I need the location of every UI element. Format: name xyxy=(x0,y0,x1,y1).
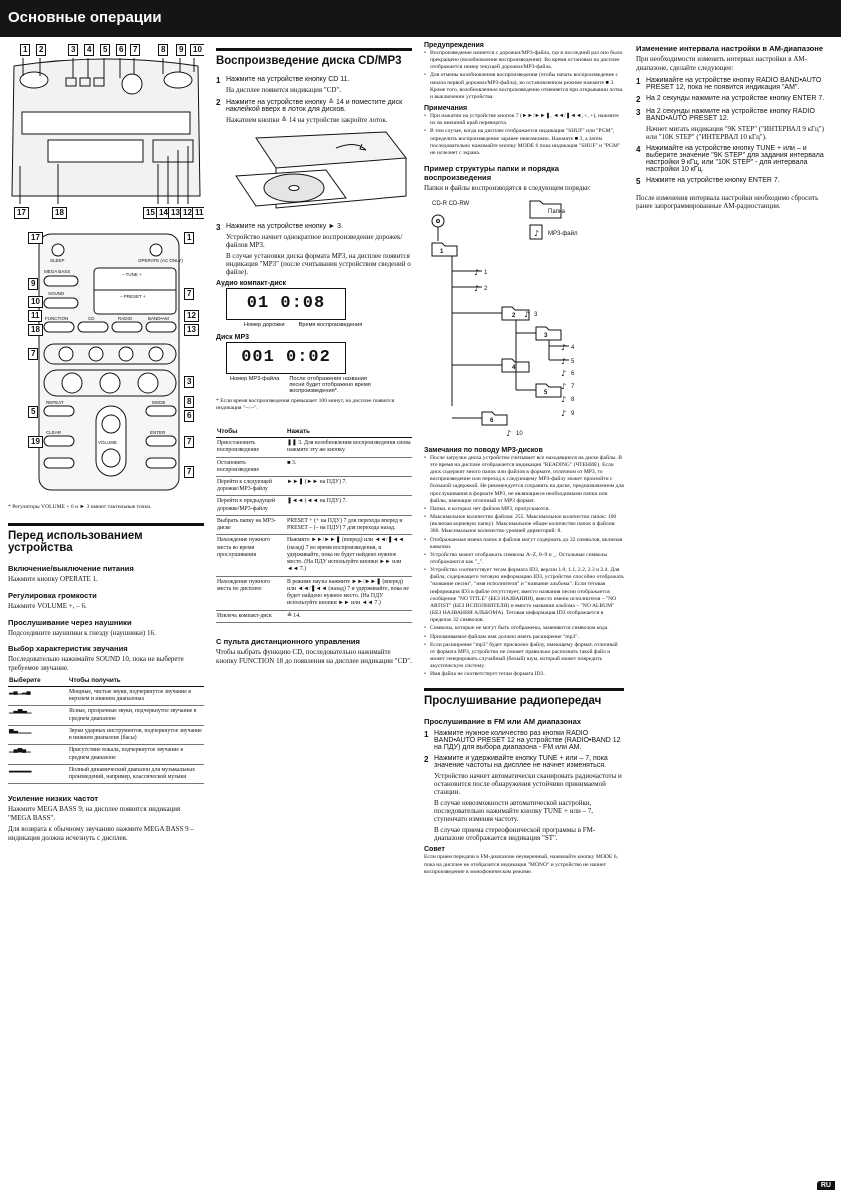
step-text: Нажимайте на устройстве кнопку RADIO BAND•AUTO PRESET 12, пока не появится индикация "AM". xyxy=(646,76,822,91)
cd-title: Воспроизведение диска CD/MP3 xyxy=(216,48,412,70)
list-item: • Если расширение "mp3" будет присвоено файлу, имеющему формат, отличный от формата MP3, устройство не сможет правильно распознать такой файл и может генерировать случайный (белый) шум, который может повредить акустическую систему. xyxy=(424,642,624,671)
device-bottom-labels xyxy=(8,207,204,219)
music-file-icon: ♪ xyxy=(561,342,567,352)
step-sub: На дисплее появится индикация "CD". xyxy=(226,86,341,94)
radio-title: Прослушивание радиопередач xyxy=(424,688,624,710)
notes-list xyxy=(424,113,624,157)
mp3-display: 001 0:02 xyxy=(226,342,346,374)
remote-sleep-text: SLEEP xyxy=(50,258,65,263)
step: 1 Нажимайте на устройстве кнопку RADIO BAND•AUTO PRESET 12, пока не появится индикация "AM". xyxy=(636,77,834,91)
folder-number: 4 xyxy=(512,364,516,371)
remote-clear-text: CLEAR xyxy=(46,430,62,435)
file-number: 9 xyxy=(571,410,575,417)
table-cell: Полный динамический диапазон для музыкальных произведений, например, классической музыки xyxy=(68,764,204,783)
track-number-label: Номер дорожки xyxy=(244,321,285,328)
eq-icon: ▁▃▅▃▁ xyxy=(8,706,68,725)
file-number: 8 xyxy=(571,396,575,403)
remote-mode-text: MODE xyxy=(152,400,166,405)
column-4 xyxy=(636,42,834,213)
mp3-disc-label: Диск MP3 xyxy=(216,333,250,341)
step-text: На 2 секунды нажмите на устройстве кнопку ENTER 7. xyxy=(646,94,825,102)
table-row xyxy=(216,496,412,515)
device-figure xyxy=(8,42,204,220)
table-cell: ■ 3. xyxy=(286,457,412,476)
label: 12 xyxy=(180,207,195,219)
label: 3 xyxy=(68,44,78,56)
file-number: 7 xyxy=(571,383,575,390)
table-row xyxy=(8,725,204,744)
disc-tray-drawing xyxy=(216,128,412,216)
label: 17 xyxy=(14,207,29,219)
radio-steps xyxy=(424,730,624,842)
folder-number: 5 xyxy=(544,389,548,396)
audio-cd-label: Аудио компакт-диск xyxy=(216,279,287,287)
remote-volume-text: VOLUME xyxy=(98,440,118,445)
label: 7 xyxy=(130,44,140,56)
column-1 xyxy=(8,42,204,844)
list-item: • Для отмены возобновления воспроизведения (чтобы начать воспроизведение с начала первой дорожки/MP3-файла), во остановленном режиме нажмите ■ 3. Кроме того, возобновленное воспроизведение отменяется при открывании лотка и выключении устройства. xyxy=(424,72,624,101)
music-file-icon: ♪ xyxy=(524,309,530,319)
step-sub: Нажатием кнопки ≙ 14 на устройстве закройте лоток. xyxy=(226,116,388,124)
list-item: • Устройство может отображать символы A–Z, 0–9 и _. Остальные символы отображаются как "_". xyxy=(424,552,624,566)
label: 11 xyxy=(192,207,204,219)
mp3-after-label: После отображения названия песни будет отображено время воспроизведения*. xyxy=(289,375,371,394)
table-row xyxy=(216,535,412,576)
step: 2 Нажмите и удерживайте кнопку TUNE + или – 7, пока значение частоты на дисплее не начнет изменяться. Устройство начнет автоматически сканировать радиочастоты и остановится после обнаружения устойчиво принимаемой станции. В случае невозможности автоматической настройки, последовательно нажимайте кнопку TUNE + или – 7, ступенчато изменяя частоту. В случае приема стереофонической программы в FM-диапазоне отображается индикация "ST". xyxy=(424,755,624,842)
step: 2 На 2 секунды нажмите на устройстве кнопку ENTER 7. xyxy=(636,95,834,104)
sound-text: Последовательно нажимайте SOUND 10, пока не выберете требуемое звучание. xyxy=(8,655,184,673)
table-row xyxy=(8,706,204,725)
step-sub: В случае приема стереофонической программы в FM-диапазоне отображается индикация "ST". xyxy=(434,826,596,843)
mp3-notes-heading: Замечания по поводу MP3-дисков xyxy=(424,446,543,454)
bass-text-1: Нажмите MEGA BASS 9; на дисплее появится индикация "MEGA BASS". xyxy=(8,805,181,822)
label: 4 xyxy=(84,44,94,56)
table-row xyxy=(216,477,412,496)
music-file-icon: ♪ xyxy=(561,368,567,378)
step: 3 На 2 секунды нажмите на устройстве кнопку RADIO BAND•AUTO PRESET 12. Начнет мигать индикация "9K STEP" ("ИНТЕРВАЛ 9 кГц") или "10K STEP" ("ИНТЕРВАЛ 10 кГц"). xyxy=(636,108,834,141)
list-item: • В том случае, когда на дисплее отображается индикация "SHUF" или "PGM", определить воспроизведение заранее невозможно. Нажмите ■ 3, а затем последовательно нажимайте кнопку MODE 6 пока индикация "SHUF" и "PGM" не исчезнет с экрана. xyxy=(424,128,624,157)
step-text: Нажимайте на устройстве кнопку TUNE + или – и выберите значение "9K STEP" для задания интервала настройки 9 кГц, или "10K STEP" - для интервала настройки 10 кГц. xyxy=(646,144,824,173)
file-number: 2 xyxy=(484,285,488,292)
label: 6 xyxy=(116,44,126,56)
step-sub: В случае установки диска формата MP3, на дисплее появится индикация "MP3" (после считывания устройством сведений о файле). xyxy=(226,251,411,276)
remote-radio-text: RADIO xyxy=(118,316,133,321)
table-row xyxy=(216,610,412,622)
table-row xyxy=(8,764,204,783)
list-item: • При нажатии на устройстве кнопок 7 (►►/►►❚, ◄◄/❚◄◄, +, +), нажмите их во внешний край переворота. xyxy=(424,113,624,127)
label: 9 xyxy=(176,44,186,56)
table-cell: Извлечь компакт-диск xyxy=(216,610,286,622)
remote-tune-text: – TUNE + xyxy=(122,272,142,277)
cd-ops-table xyxy=(216,426,412,623)
remote-note: * Регуляторы VOLUME + 6 и ► 3 имеют тактильные точки. xyxy=(8,504,152,510)
tree-file-legend: MP3-файл xyxy=(548,230,578,237)
column-2 xyxy=(216,42,412,667)
power-heading: Включение/выключение питания xyxy=(8,564,134,574)
table-cell: Звуки ударных инструментов, подчеркнутое звучание в нижнем диапазоне (басы) xyxy=(68,725,204,744)
list-item: • Присваиваемое файлам имя должно иметь расширение "mp3". xyxy=(424,634,624,641)
table-row xyxy=(216,457,412,476)
tree-folder-legend: Папка xyxy=(548,208,565,215)
step: 4 Нажимайте на устройстве кнопку TUNE + или – и выберите значение "9K STEP" для задания интервала настройки 9 кГц, или "10K STEP" - для интервала настройки 10 кГц. xyxy=(636,145,834,173)
label: 5 xyxy=(100,44,110,56)
remote-cd-text: CD xyxy=(88,316,95,321)
folder-tree-drawing xyxy=(424,195,624,443)
table-cell: Нажмите ►►/►►❚ (вперед) или ◄◄/❚◄◄ (назад) 7 во время воспроизведения, и удерживайте, пока не будет найдено нужное место. (На ПДУ используйте кнопки ►► или ◄◄ 7.) xyxy=(286,535,412,576)
file-number: 10 xyxy=(516,430,523,437)
table-cell: Нахождение нужного места во время прослушивания xyxy=(216,535,286,576)
label: 7 xyxy=(184,466,194,478)
label: 8 xyxy=(158,44,168,56)
list-item: • Символы, которые не могут быть отображены, заменяются символом кода. xyxy=(424,625,624,632)
col-header: Выберите xyxy=(8,675,68,687)
label: 14 xyxy=(156,207,171,219)
folder-number: 6 xyxy=(490,417,494,424)
table-cell: Выбрать папку на MP3-диске xyxy=(216,515,286,534)
table-cell: Остановить воспроизведение xyxy=(216,457,286,476)
list-item: • Воспроизведение начнется с дорожки/MP3-файла, где в последний раз оно было прекращено (возобновление воспроизведения). Во время остановки на дисплее отображается номер текущей дорожки/MP3-файла. xyxy=(424,50,624,71)
tip-heading: Совет xyxy=(424,846,445,854)
table-cell: Присутствие вокала, подчеркнутое звучание в среднем диапазоне xyxy=(68,745,204,764)
music-file-icon: ♪ xyxy=(561,356,567,366)
step: 1 Нажмите на устройстве кнопку CD 11. На дисплее появится индикация "CD". xyxy=(216,76,412,94)
mp3-notes-list xyxy=(424,455,624,679)
radio-heading: Прослушивание в FM или AM диапазонах xyxy=(424,717,582,727)
page-title: Основные операции xyxy=(8,9,162,26)
step-sub: Устройство начнет автоматически сканировать радиочастоты и остановится после обнаружения устойчиво принимаемой станции. xyxy=(434,772,622,797)
device-drawing xyxy=(8,56,204,206)
tree-cd-label: CD-R CD-RW xyxy=(432,200,470,207)
label: 9 xyxy=(28,278,38,290)
remote-bandam-text: BAND•AM xyxy=(148,316,169,321)
bass-text-2: Для возврата к обычному звучанию нажмите MEGA BASS 9 – индикация должна исчезнуть с дисплея. xyxy=(8,824,194,842)
tree-text: Папки и файлы воспроизводятся в следующем порядке: xyxy=(424,184,591,193)
step-text: Нажмите на устройстве кнопку CD 11. xyxy=(226,76,350,83)
step-sub: В случае невозможности автоматической настройки, последовательно нажимайте кнопку TUNE + или – 7, ступенчато изменяя частоту. xyxy=(434,799,593,824)
list-item: • Максимальное количество файлов: 255. Максимальное количество папок: 100 (включая корневую папку). Максимальное общее количество папок и файлов: 300. Максимальное количество уровней директорий: 8. xyxy=(424,514,624,535)
table-row xyxy=(216,576,412,610)
column-3 xyxy=(424,42,624,878)
list-item: • После загрузки диска устройство считывает все находящиеся на диске файлы. В это время на дисплее отображается индикация "READING" (ЧТЕНИЕ). Если диск содержит много папок или файлов в формате, отличном от MP3, то воспроизведение или переход к следующему MP3-файлу может произойти с большой задержкой. Не рекомендуется сохранять на диске, предназначенном для прослушивания в формате MP3, не являющиеся необходимыми папки или файлы, имеющие отличный от MP3 формат. xyxy=(424,455,624,505)
label: 7 xyxy=(184,436,194,448)
power-text: Нажмите кнопку OPERATE 1. xyxy=(8,575,98,584)
remote-sound-text: SOUND xyxy=(48,291,65,296)
label: 18 xyxy=(28,324,43,336)
label: 13 xyxy=(184,324,199,336)
page-header xyxy=(0,0,841,37)
file-number: 1 xyxy=(484,269,488,276)
table-cell: Ясные, прозрачные звуки, подчеркнутое звучание в среднем диапазоне xyxy=(68,706,204,725)
label: 6 xyxy=(184,410,194,422)
warnings-list xyxy=(424,50,624,101)
step-text: Нажмите на устройстве кнопку ≙ 14 и поместите диск наклейкой вверх в лоток для дисков. xyxy=(226,99,403,113)
remote-function-text: FUNCTION xyxy=(45,316,69,321)
sound-table xyxy=(8,675,204,784)
file-number: 5 xyxy=(571,358,575,365)
eq-icon: ▅▃▁▁▁ xyxy=(8,725,68,744)
step-text: Нажмите на устройстве кнопку ► 3. xyxy=(226,222,343,230)
remote-drawing xyxy=(36,232,186,494)
table-row xyxy=(8,686,204,705)
col-header: Нажать xyxy=(286,426,412,438)
folder-number: 2 xyxy=(512,312,516,319)
label: 8 xyxy=(184,396,194,408)
am-step-intro: При необходимости изменить интервал настройки в AM-диапазоне, сделайте следующее: xyxy=(636,55,807,72)
file-number: 3 xyxy=(534,311,538,318)
list-item: • Имя файла не соответствует тегам формата ID3. xyxy=(424,671,624,678)
before-title: Перед использованием устройства xyxy=(8,523,204,557)
mp3-file-number-label: Номер MP3-файла xyxy=(230,375,280,382)
music-file-icon: ♪ xyxy=(474,283,480,293)
remote-enter-text: ENTER xyxy=(150,430,166,435)
step: 5 Нажмите на устройстве кнопку ENTER 7. xyxy=(636,177,834,186)
table-row xyxy=(216,515,412,534)
cd-steps xyxy=(216,76,412,124)
label: 10 xyxy=(190,44,204,56)
list-item: • Устройство соответствует тегам формата ID3, версии 1.0, 1.1, 2.2, 2.3 и 2.4. Для файла, содержащего теговую информацию ID3, устройство способно отображать "название песни", "имя исполнителя" и "название альбома". Если теговая информация ID3 в файле отсутствует, вместо названия песни отображается сообщение "NO TITLE" (БЕЗ НАЗВАНИЯ), вместо имени исполнителя – "NO ARTIST" (БЕЗ ИСПОЛНИТЕЛЯ) и вместо названия альбома – "NO ALBUM" (БЕЗ НАЗВАНИЯ АЛЬБОМА). Теговая информация ID3 отображается в пределах 32 символов. xyxy=(424,567,624,624)
label: 7 xyxy=(28,348,38,360)
table-cell: Нахождение нужного места по дисплею xyxy=(216,576,286,610)
label: 1 xyxy=(184,232,194,244)
page-code: RU xyxy=(817,1181,835,1190)
table-row xyxy=(216,438,412,457)
file-number: 6 xyxy=(571,370,575,377)
step-sub: Устройство начнет однократное воспроизведение дорожек/файлов MP3. xyxy=(226,232,403,249)
remote-cd-text: Чтобы выбрать функцию CD, последовательно нажимайте кнопку FUNCTION 18 до появления на дисплее индикации "CD". xyxy=(216,647,412,665)
table-row xyxy=(8,745,204,764)
device-top-labels xyxy=(8,44,204,56)
am-step-after: После изменения интервала настройки необходимо сбросить ранее запрограммированные AM-радиостанции. xyxy=(636,193,819,211)
sound-heading: Выбор характеристик звучания xyxy=(8,644,128,654)
table-cell: ≙ 14. xyxy=(286,610,412,622)
headphones-heading: Прослушивание через наушники xyxy=(8,617,132,627)
folder-number: 3 xyxy=(544,332,548,339)
step-text: На 2 секунды нажмите на устройстве кнопку RADIO BAND•AUTO PRESET 12. xyxy=(646,107,815,122)
volume-heading: Регулировка громкости xyxy=(8,590,97,600)
label: 3 xyxy=(184,376,194,388)
folder-tree-figure xyxy=(424,195,624,443)
cd-time-note: * Если время воспроизведения превышает 100 минут, на дисплее появится индикация "--:--". xyxy=(216,397,395,411)
music-file-icon: ♪ xyxy=(561,394,567,404)
remote-preset-text: – PRESET + xyxy=(120,294,146,299)
table-cell: Мощные, чистые звуки, подчеркнутое звучание в верхнем и нижнем диапазонах xyxy=(68,686,204,705)
volume-text: Нажмите VOLUME +, – 6. xyxy=(8,601,87,610)
table-cell: ❚❚ 3. Для возобновления воспроизведения снова нажмите эту же кнопку. xyxy=(286,438,412,457)
label: 12 xyxy=(184,310,199,322)
remote-cd-heading: С пульта дистанционного управления xyxy=(216,636,360,646)
col-header: Чтобы получить xyxy=(68,675,204,687)
step: 2 Нажмите на устройстве кнопку ≙ 14 и поместите диск наклейкой вверх в лоток для дисков. Нажатием кнопки ≙ 14 на устройстве закройте лоток. xyxy=(216,98,412,124)
label: 15 xyxy=(143,207,158,219)
am-steps xyxy=(636,77,834,186)
file-number: 4 xyxy=(571,344,575,351)
play-time-label: Время воспроизведения xyxy=(298,321,363,328)
label: 7 xyxy=(184,288,194,300)
eq-icon: ▁▄▅▄▁ xyxy=(8,745,68,764)
remote-repeat-text: REPEAT xyxy=(46,400,64,405)
step-text: Нажмите на устройстве кнопку ENTER 7. xyxy=(646,176,780,184)
table-cell: PRESET + (+ на ПДУ) 7 для перехода вперед и PRESET – (– на ПДУ) 7 для перехода назад. xyxy=(286,515,412,534)
table-cell: Перейти к следующей дорожке/MP3-файлу xyxy=(216,477,286,496)
table-cell: ❚◄◄ (◄◄ на ПДУ) 7. xyxy=(286,496,412,515)
label: 19 xyxy=(28,436,43,448)
label: 11 xyxy=(28,310,42,322)
list-item: • Отображаемые имена папок и файлов могут содержать до 32 символов, включая кавычки. xyxy=(424,537,624,551)
headphones-text: Подсоедините наушники к гнезду (наушники) 16. xyxy=(8,628,156,637)
music-file-icon: ♪ xyxy=(534,228,540,238)
tip-text: Если прием передачи в FM-диапазоне неуверенный, нажимайте кнопку MODE 6, пока на дисплее не отобразится индикация "MONO" и устройство не начнет воспроизведение в монофоническом режиме. xyxy=(424,854,618,875)
music-file-icon: ♪ xyxy=(506,428,512,438)
eq-icon: ▂▂▂▂▂ xyxy=(8,764,68,783)
notes-heading: Примечания xyxy=(424,105,468,113)
music-file-icon: ♪ xyxy=(561,381,567,391)
tree-heading: Пример структуры папки и порядка воспроизведения xyxy=(424,164,559,183)
step: 1 Нажмите нужное количество раз кнопки RADIO BAND•AUTO PRESET 12 на устройстве (RADIO•BAND 12 на ПДУ) для выбора диапазона - FM или AM. xyxy=(424,730,624,751)
step-text: Нажмите нужное количество раз кнопки RADIO BAND•AUTO PRESET 12 на устройстве (RADIO•BAND 12 на ПДУ) для выбора диапазона - FM или AM. xyxy=(434,730,621,752)
table-cell: Перейти к предыдущей дорожке/MP3-файлу xyxy=(216,496,286,515)
list-item: • Папки, в которых нет файлов MP3, пропускаются. xyxy=(424,506,624,513)
music-file-icon: ♪ xyxy=(474,267,480,277)
col-header: Чтобы xyxy=(216,426,286,438)
remote-figure xyxy=(8,230,204,500)
eq-icon: ▂▄▁▂▄ xyxy=(8,686,68,705)
label: 1 xyxy=(20,44,30,56)
music-file-icon: ♪ xyxy=(561,408,567,418)
label: 17 xyxy=(28,232,43,244)
label: 5 xyxy=(28,406,38,418)
remote-megabass-text: MEGA BASS xyxy=(44,269,71,274)
step: 3 Нажмите на устройстве кнопку ► 3. Устройство начнет однократное воспроизведение дорожек/файлов MP3. В случае установки диска формата MP3, на дисплее появится индикация "MP3" (после считывания устройством сведений о файле). xyxy=(216,222,411,276)
label: 2 xyxy=(36,44,46,56)
table-cell: ►►❚ (►► на ПДУ) 7. xyxy=(286,477,412,496)
label: 13 xyxy=(168,207,183,219)
am-step-heading: Изменение интервала настройки в AM-диапазоне xyxy=(636,44,824,53)
label: 18 xyxy=(52,207,67,219)
bass-heading: Усиление низких частот xyxy=(8,794,99,804)
table-cell: Приостановить воспроизведение xyxy=(216,438,286,457)
table-cell: В режиме паузы нажмите ►►/►►❚ (вперед) или ◄◄/❚◄◄ (назад) 7 и удерживайте, пока не будет найдено нужное место. (На ПДУ используйте кнопки ►► или ◄◄ 7.) xyxy=(286,576,412,610)
step-sub: Начнет мигать индикация "9K STEP" ("ИНТЕРВАЛ 9 кГц") или "10K STEP" ("ИНТЕРВАЛ 10 кГц"). xyxy=(646,124,824,141)
folder-number: 1 xyxy=(440,248,444,255)
warnings-heading: Предупреждения xyxy=(424,42,484,49)
label: 10 xyxy=(28,296,43,308)
step-text: Нажмите и удерживайте кнопку TUNE + или – 7, пока значение частоты на дисплее не начнет изменяться. xyxy=(434,755,608,770)
remote-operate-text: OPERATE (AC ONLY) xyxy=(138,258,183,263)
audio-display: 01 0:08 xyxy=(226,288,346,320)
